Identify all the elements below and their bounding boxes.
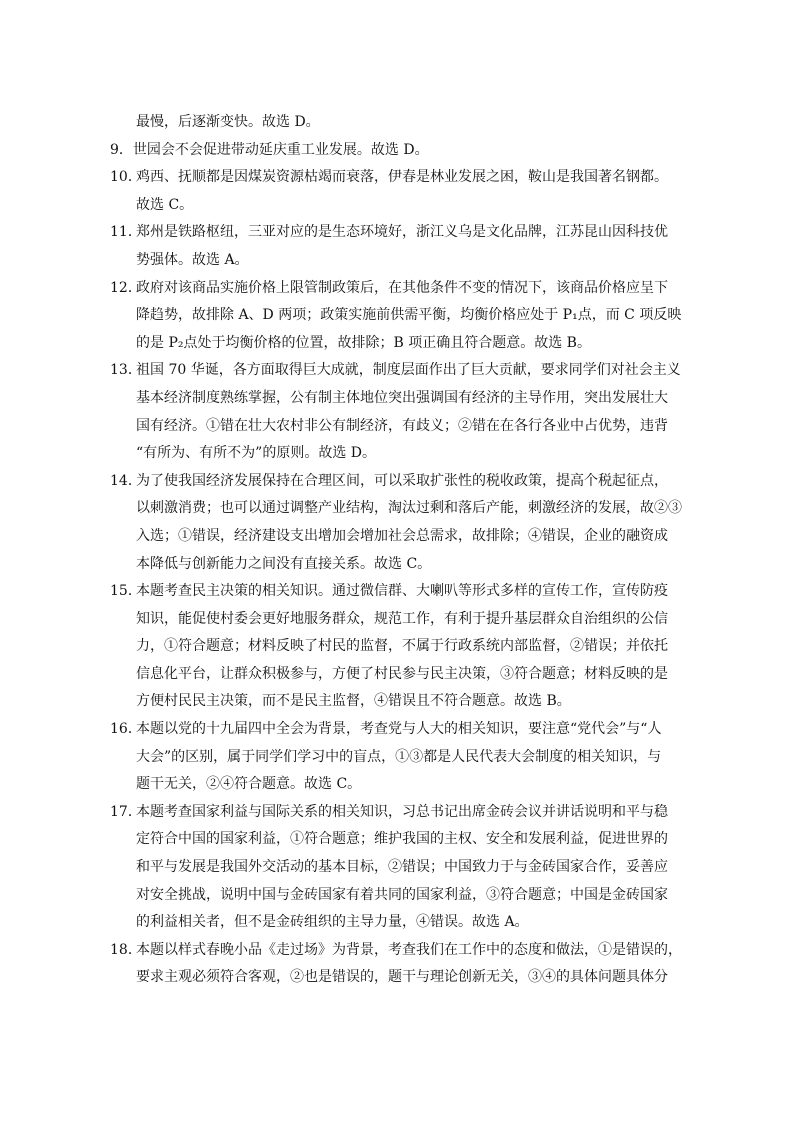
answer-list <box>110 109 684 992</box>
answer-number: 10． <box>110 169 142 186</box>
answer-line: 的是 P₂点处于均衡价格的位置，故排除；B 项正确且符合题意。故选 B。 <box>136 334 591 351</box>
answer-number: 11． <box>110 224 142 241</box>
answer-line: 鸡西、抚顺都是因煤炭资源枯竭而衰落，伊春是林业发展之困，鞍山是我国著名钢都。 <box>136 169 668 186</box>
answer-number: 17． <box>110 803 142 820</box>
answer-item-14 <box>110 468 684 578</box>
answer-line: 知识，能促使村委会更好地服务群众，规范工作，有利于提升基层群众自治组织的公信 <box>136 610 668 627</box>
answer-line: 对安全挑战，说明中国与金砖国家有着共同的国家利益，③符合题意；中国是金砖国家 <box>136 886 668 903</box>
answer-line: 基本经济制度熟练掌握，公有制主体地位突出强调国有经济的主导作用，突出发展壮大 <box>136 389 668 406</box>
answer-line: 本题以党的十九届四中全会为背景，考查党与人大的相关知识，要注意“党代会”与“人 <box>136 721 662 738</box>
answer-number: 16． <box>110 721 142 738</box>
answer-line: 势强体。故选 A。 <box>136 251 249 268</box>
answer-line: 郑州是铁路枢纽，三亚对应的是生态环境好，浙江义乌是文化品牌，江苏昆山因科技优 <box>136 224 668 241</box>
answer-number: 18． <box>110 941 142 958</box>
answer-line: 方便村民民主决策，而不是民主监督，④错误且不符合题意。故选 B。 <box>136 693 571 710</box>
answer-line: 本降低与创新能力之间没有直接关系。故选 C。 <box>136 555 432 572</box>
answer-line: 信息化平台，让群众积极参与，方便了村民参与民主决策，③符合题意；材料反映的是 <box>136 665 668 682</box>
answer-item-18 <box>110 937 684 992</box>
answer-line: 定符合中国的国家利益，①符合题意；维护我国的主权、安全和发展利益，促进世界的 <box>136 831 668 848</box>
answer-line: 本题以样式春晚小品《走过场》为背景，考查我们在工作中的态度和做法，①是错误的， <box>136 941 682 958</box>
answer-line: 国有经济。①错在壮大农村非公有制经济，有歧义；②错在在各行各业中占优势，违背 <box>136 417 668 434</box>
answer-number: 13． <box>110 362 142 379</box>
answer-line: 本题考查国家利益与国际关系的相关知识，习总书记出席金砖会议并讲话说明和平与稳 <box>136 803 668 820</box>
answer-line: 为了使我国经济发展保持在合理区间，可以采取扩张性的税收政策，提高个税起征点， <box>136 472 668 489</box>
answer-item-10 <box>110 164 684 219</box>
answer-line: 题干无关，②④符合题意。故选 C。 <box>136 776 362 793</box>
answer-item-9 <box>110 137 684 165</box>
answer-item-15 <box>110 578 684 716</box>
answer-line: 降趋势，故排除 A、D 两项；政策实施前供需平衡，均衡价格应处于 P₁点，而 C 项反映 <box>136 307 682 324</box>
answer-line: 入选；①错误，经济建设支出增加会增加社会总需求，故排除；④错误，企业的融资成 <box>136 527 668 544</box>
answer-number: 15． <box>110 583 142 600</box>
answer-item-16 <box>110 716 684 799</box>
answer-line: 最慢，后逐渐变快。故选 D。 <box>136 114 320 130</box>
answer-line <box>110 137 684 165</box>
answer-line: 和平与发展是我国外交活动的基本目标，②错误；中国致力于与金砖国家合作，妥善应 <box>136 859 668 876</box>
answer-line: 的利益相关者，但不是金砖组织的主导力量，④错误。故选 A。 <box>136 914 529 931</box>
answer-item-11 <box>110 219 684 274</box>
answer-item-12 <box>110 275 684 358</box>
answer-number: 14． <box>110 472 142 489</box>
answer-number: 12． <box>110 279 142 296</box>
answer-item-8-continued <box>110 109 684 137</box>
answer-line: 大会”的区别，属于同学们学习中的盲点，①③都是人民代表大会制度的相关知识，与 <box>136 748 662 765</box>
answer-line: “有所为、有所不为”的原则。故选 D。 <box>136 445 376 462</box>
answer-line: 以刺激消费；也可以通过调整产业结构，淘汰过剩和落后产能，刺激经济的发展，故②③ <box>136 500 682 517</box>
answer-line: 故选 C。 <box>136 196 194 213</box>
answer-text: 世园会不会促进带动延庆重工业发展。故选 D。 <box>132 141 429 158</box>
answer-number: 9． <box>110 141 133 158</box>
answer-item-13 <box>110 357 684 467</box>
answer-line: 要求主观必须符合客观，②也是错误的，题干与理论创新无关，③④的具体问题具体分 <box>136 969 668 986</box>
answer-line: 本题考查民主决策的相关知识。通过微信群、大喇叭等形式多样的宣传工作，宣传防疫 <box>136 583 668 600</box>
answer-item-17 <box>110 799 684 937</box>
answer-line: 力，①符合题意；材料反映了村民的监督，不属于行政系统内部监督，②错误；并依托 <box>136 638 668 655</box>
answer-line: 祖国 70 华诞，各方面取得巨大成就，制度层面作出了巨大贡献，要求同学们对社会主义 <box>136 362 681 379</box>
answer-line: 政府对该商品实施价格上限管制政策后，在其他条件不变的情况下，该商品价格应呈下 <box>136 279 668 296</box>
